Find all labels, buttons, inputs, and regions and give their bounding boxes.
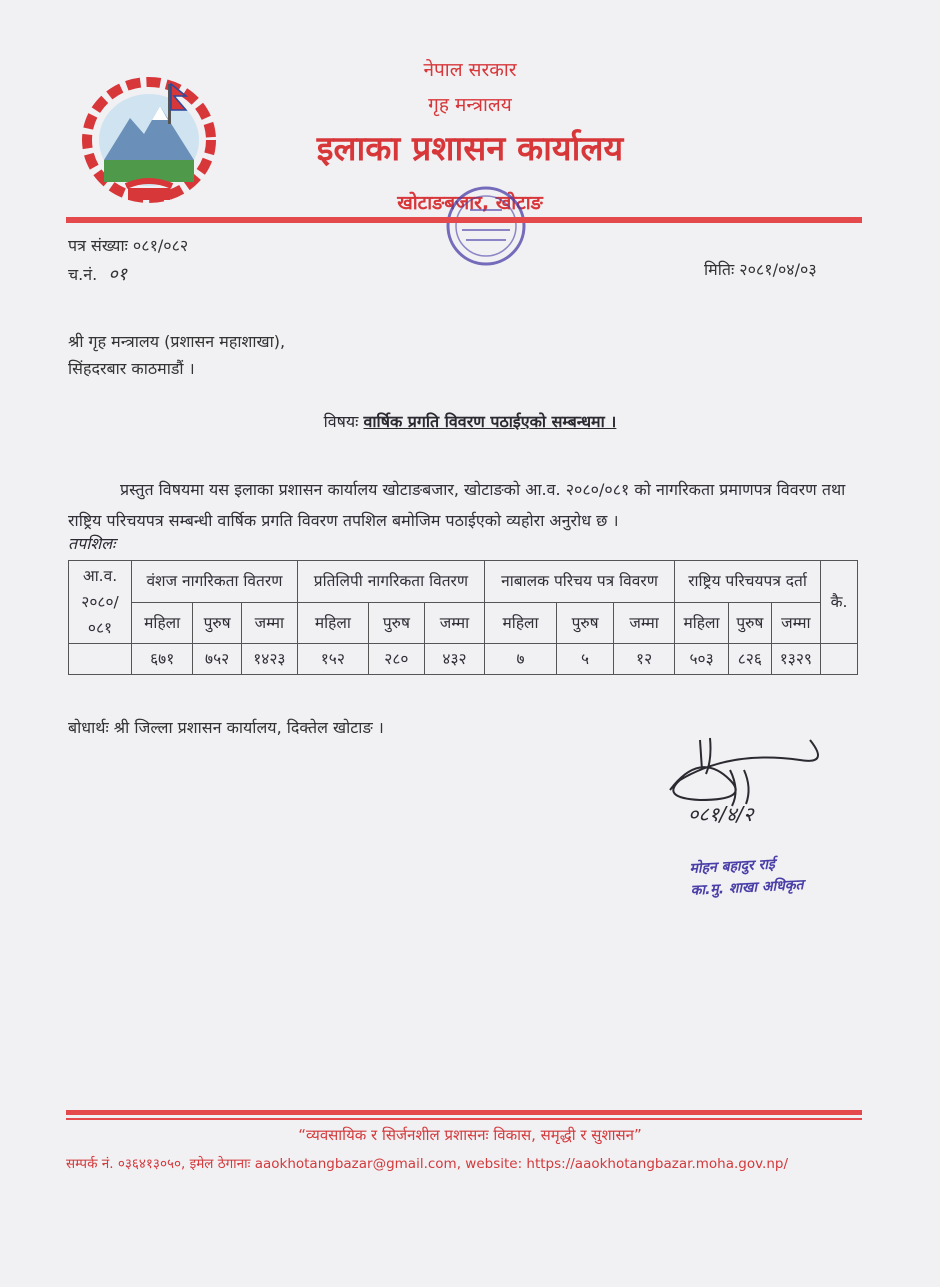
sub-header-total: जम्मा xyxy=(771,602,820,644)
table-cell: ६७१ xyxy=(132,644,193,675)
cc-line: बोधार्थः श्री जिल्ला प्रशासन कार्यालय, दिक्तेल खोटाङ । xyxy=(68,718,384,737)
recipient-line-1: श्री गृह मन्त्रालय (प्रशासन महाशाखा), xyxy=(68,332,286,351)
footer-divider xyxy=(66,1110,862,1115)
table-cell: ८२६ xyxy=(729,644,772,675)
body-paragraph: प्रस्तुत विषयमा यस इलाका प्रशासन कार्यालय खोटाङबजार, खोटाङको आ.व. २०८०/०८१ को नागरिकता प्रमाणपत्र विवरण तथा राष्ट्रिय परिचयपत्र सम्बन्धी वार्षिक प्रगति विवरण तपशिल बमोजिम पठाईएको व्यहोरा अनुरोध छ । xyxy=(68,480,846,530)
table-row xyxy=(69,644,858,675)
office-location: खोटाङबजार, खोटाङ xyxy=(397,192,543,214)
table-cell: १२ xyxy=(614,644,675,675)
footer-contact: सम्पर्क नं. ०३६४१३०५०, इमेल ठेगानाः aaokhotangbazar@gmail.com, website: https://aaokhotangbazar.moha.gov.np/ xyxy=(66,1156,788,1172)
sub-header-male: पुरुष xyxy=(557,602,614,644)
header-divider xyxy=(66,217,862,223)
remarks-header: कै. xyxy=(821,561,858,644)
sub-header-female: महिला xyxy=(132,602,193,644)
office-title: इलाका प्रशासन कार्यालय xyxy=(316,129,624,169)
signatory-block xyxy=(689,852,804,902)
sub-header-total: जम्मा xyxy=(424,602,484,644)
table-cell: ५ xyxy=(557,644,614,675)
office-stamp-icon xyxy=(440,180,532,272)
group-header-1: वंशज नागरिकता वितरण xyxy=(132,561,298,603)
table-cell: २८० xyxy=(368,644,424,675)
dispatch-number: ०१ xyxy=(108,264,128,285)
group-header-4: राष्ट्रिय परिचयपत्र दर्ता xyxy=(675,561,821,603)
group-header-3: नाबालक परिचय पत्र विवरण xyxy=(485,561,675,603)
sub-header-female: महिला xyxy=(675,602,729,644)
signatory-title: का.मु. शाखा अधिकृत xyxy=(690,877,804,899)
table-cell: १३२९ xyxy=(771,644,820,675)
table-cell: ४३२ xyxy=(424,644,484,675)
government-heading: नेपाल सरकार xyxy=(423,59,517,81)
signatory-name: मोहन बहादुर राई xyxy=(689,856,776,877)
ministry-heading: गृह मन्त्रालय xyxy=(428,94,512,116)
footer-motto: “व्यवसायिक र सिर्जनशील प्रशासनः विकास, समृद्धी र सुशासन” xyxy=(298,1126,642,1144)
progress-table xyxy=(68,560,858,675)
tapasil-label: तपशिलः xyxy=(68,534,116,553)
sub-header-male: पुरुष xyxy=(729,602,772,644)
table-cell: ५०३ xyxy=(675,644,729,675)
dispatch-number-row xyxy=(68,262,127,286)
remarks-cell xyxy=(821,644,858,675)
sub-header-male: पुरुष xyxy=(368,602,424,644)
fy-header: आ.व. २०८०/ ०८१ xyxy=(69,561,132,644)
signature-date: ०८१/४/२ xyxy=(688,802,754,826)
subject-label: विषयः xyxy=(323,412,359,431)
group-header-2: प्रतिलिपी नागरिकता वितरण xyxy=(297,561,484,603)
letter-number: पत्र संख्याः ०८१/०८२ xyxy=(68,236,189,255)
recipient-line-2: सिंहदरबार काठमाडौं । xyxy=(68,359,195,378)
dispatch-label: च.नं. xyxy=(68,265,98,284)
sub-header-female: महिला xyxy=(297,602,368,644)
footer-divider-thin xyxy=(66,1118,862,1120)
letter-date: मितिः २०८१/०४/०३ xyxy=(704,260,817,279)
sub-header-total: जम्मा xyxy=(614,602,675,644)
fy-cell xyxy=(69,644,132,675)
table-cell: १४२३ xyxy=(241,644,297,675)
sub-header-total: जम्मा xyxy=(241,602,297,644)
table-cell: १५२ xyxy=(297,644,368,675)
subject-text: वार्षिक प्रगति विवरण पठाईएको सम्बन्धमा । xyxy=(363,412,617,431)
table-cell: ७ xyxy=(485,644,557,675)
sub-header-female: महिला xyxy=(485,602,557,644)
subject-line xyxy=(0,410,940,432)
table-cell: ७५२ xyxy=(193,644,242,675)
sub-header-male: पुरुष xyxy=(193,602,242,644)
